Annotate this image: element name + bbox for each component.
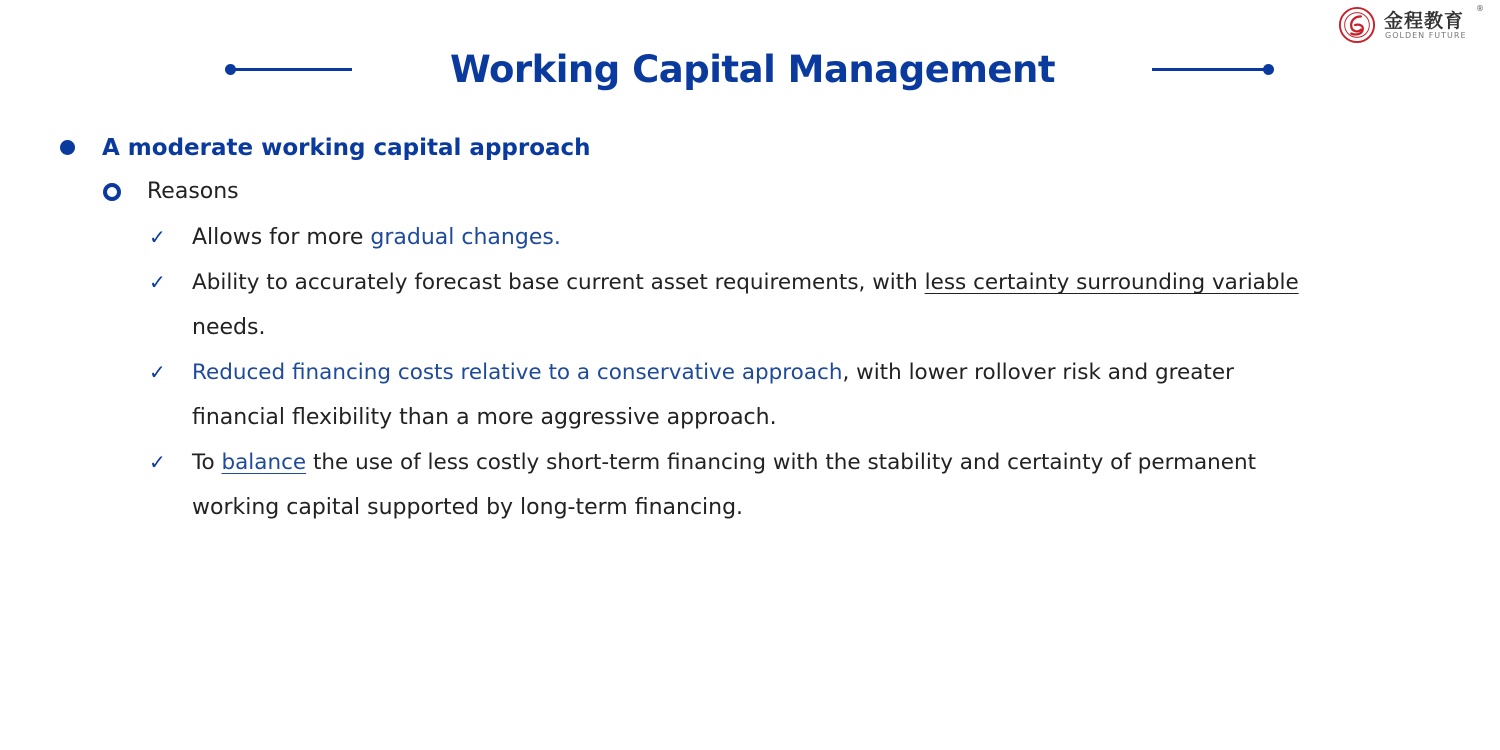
section-heading: A moderate working capital approach [102,135,591,161]
title-left-rule [230,68,352,71]
reason-2-underlined: less certainty surrounding variable [924,270,1299,295]
reason-3-line-1 [192,358,1234,388]
title-right-dot [1263,64,1274,75]
checkmark-icon: ✓ [149,270,166,294]
reason-1-text: Allows for more [192,225,371,250]
logo-chinese-name: 金程教育 [1384,10,1465,32]
checkmark-icon: ✓ [149,450,166,474]
reason-2-line-1 [192,268,1299,298]
reason-3-text: , with lower rollover risk and greater [842,360,1234,385]
subsection-heading: Reasons [147,179,239,204]
reason-2-text: Ability to accurately forecast base current asset requirements, with [192,270,925,295]
reason-1 [192,223,561,253]
ring-icon [103,183,121,201]
checkmark-icon: ✓ [149,225,166,249]
reason-1-highlight: gradual changes. [370,225,561,250]
brand-logo [1336,4,1486,44]
reason-4-text-b: the use of less costly short-term financing with the stability and certainty of permanent [306,450,1257,475]
reason-4-underlined: balance [221,450,307,475]
logo-english-name: GOLDEN FUTURE [1385,31,1467,40]
reason-4-text-a: To [192,450,222,475]
reason-4-line-1 [192,448,1256,478]
title-right-rule [1152,68,1268,71]
logo-seal-icon [1338,6,1376,44]
slide-title: Working Capital Management [449,48,1055,91]
reason-3-highlight: Reduced financing costs relative to a conservative approach [192,360,843,385]
checkmark-icon: ✓ [149,360,166,384]
registered-mark: ® [1476,4,1484,13]
reason-3-line-2: financial flexibility than a more aggressive approach. [192,405,777,430]
filled-circle-icon [60,140,75,155]
reason-4-line-2: working capital supported by long-term financing. [192,495,744,520]
reason-2-line-2: needs. [192,315,266,340]
